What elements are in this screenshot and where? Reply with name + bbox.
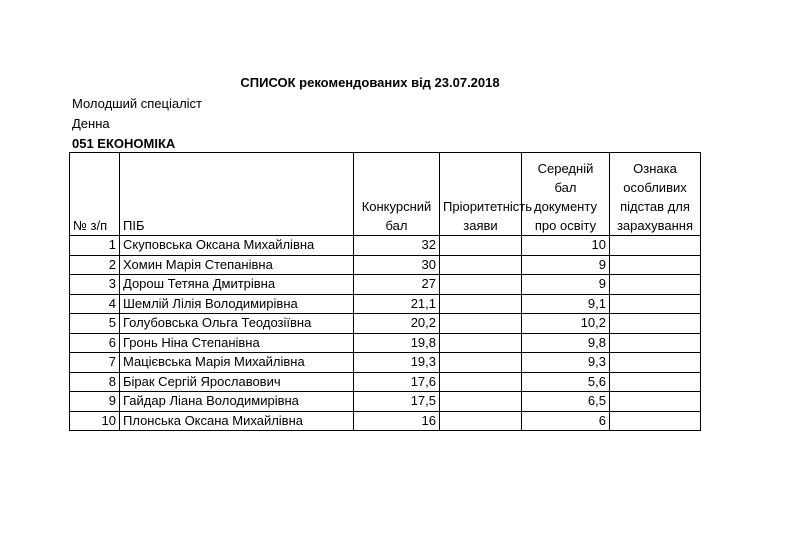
col-header-name: ПІБ bbox=[120, 153, 354, 236]
row-score: 16 bbox=[354, 411, 440, 431]
row-priority bbox=[440, 353, 522, 373]
row-num: 2 bbox=[70, 255, 120, 275]
row-name: Бірак Сергій Ярославович bbox=[120, 372, 354, 392]
education-level: Молодший спеціаліст bbox=[72, 96, 203, 111]
row-priority bbox=[440, 275, 522, 295]
row-score: 21,1 bbox=[354, 294, 440, 314]
col-header-score: Конкурсний бал bbox=[354, 153, 440, 236]
table-row bbox=[70, 333, 701, 353]
col-header-avg: Середній бал документу про освіту bbox=[522, 153, 610, 236]
col-header-special: Ознака особливих підстав для зарахування bbox=[610, 153, 701, 236]
study-form: Денна bbox=[72, 116, 110, 131]
row-special bbox=[610, 353, 701, 373]
table-body bbox=[70, 236, 701, 431]
row-name: Дорош Тетяна Дмитрівна bbox=[120, 275, 354, 295]
table-row bbox=[70, 392, 701, 412]
row-avg: 6 bbox=[522, 411, 610, 431]
table-header-row bbox=[70, 153, 701, 236]
row-priority bbox=[440, 411, 522, 431]
row-special bbox=[610, 333, 701, 353]
document-title: СПИСОК рекомендованих від 23.07.2018 bbox=[240, 75, 500, 90]
row-name: Хомин Марія Степанівна bbox=[120, 255, 354, 275]
table-row bbox=[70, 314, 701, 334]
row-score: 17,6 bbox=[354, 372, 440, 392]
row-avg: 9 bbox=[522, 275, 610, 295]
table-row bbox=[70, 275, 701, 295]
row-score: 17,5 bbox=[354, 392, 440, 412]
row-priority bbox=[440, 333, 522, 353]
row-score: 20,2 bbox=[354, 314, 440, 334]
row-num: 4 bbox=[70, 294, 120, 314]
row-name: Скуповська Оксана Михайлівна bbox=[120, 236, 354, 256]
row-special bbox=[610, 236, 701, 256]
row-avg: 9 bbox=[522, 255, 610, 275]
row-avg: 9,1 bbox=[522, 294, 610, 314]
row-num: 6 bbox=[70, 333, 120, 353]
row-score: 30 bbox=[354, 255, 440, 275]
row-special bbox=[610, 294, 701, 314]
row-name: Шемлій Лілія Володимирівна bbox=[120, 294, 354, 314]
row-priority bbox=[440, 294, 522, 314]
row-priority bbox=[440, 236, 522, 256]
row-avg: 6,5 bbox=[522, 392, 610, 412]
row-score: 19,3 bbox=[354, 353, 440, 373]
row-score: 32 bbox=[354, 236, 440, 256]
col-header-num: № з/п bbox=[70, 153, 120, 236]
row-special bbox=[610, 255, 701, 275]
row-num: 10 bbox=[70, 411, 120, 431]
recommended-list-table bbox=[69, 152, 701, 431]
row-avg: 9,3 bbox=[522, 353, 610, 373]
specialty-heading: 051 ЕКОНОМІКА bbox=[72, 136, 176, 151]
row-special bbox=[610, 314, 701, 334]
col-header-priority: Пріоритетність заяви bbox=[440, 153, 522, 236]
row-avg: 10,2 bbox=[522, 314, 610, 334]
row-priority bbox=[440, 255, 522, 275]
row-num: 7 bbox=[70, 353, 120, 373]
table-row bbox=[70, 294, 701, 314]
row-num: 1 bbox=[70, 236, 120, 256]
row-special bbox=[610, 392, 701, 412]
row-special bbox=[610, 275, 701, 295]
row-num: 8 bbox=[70, 372, 120, 392]
row-name: Гайдар Ліана Володимирівна bbox=[120, 392, 354, 412]
row-priority bbox=[440, 372, 522, 392]
row-score: 27 bbox=[354, 275, 440, 295]
row-avg: 9,8 bbox=[522, 333, 610, 353]
row-num: 3 bbox=[70, 275, 120, 295]
row-priority bbox=[440, 392, 522, 412]
row-score: 19,8 bbox=[354, 333, 440, 353]
row-special bbox=[610, 372, 701, 392]
row-name: Плонська Оксана Михайлівна bbox=[120, 411, 354, 431]
row-priority bbox=[440, 314, 522, 334]
row-special bbox=[610, 411, 701, 431]
table-row bbox=[70, 255, 701, 275]
row-avg: 5,6 bbox=[522, 372, 610, 392]
table-row bbox=[70, 236, 701, 256]
table-row bbox=[70, 372, 701, 392]
table-row bbox=[70, 411, 701, 431]
row-name: Гронь Ніна Степанівна bbox=[120, 333, 354, 353]
row-num: 9 bbox=[70, 392, 120, 412]
row-num: 5 bbox=[70, 314, 120, 334]
row-avg: 10 bbox=[522, 236, 610, 256]
row-name: Мацієвська Марія Михайлівна bbox=[120, 353, 354, 373]
table-row bbox=[70, 353, 701, 373]
row-name: Голубовська Ольга Теодозіївна bbox=[120, 314, 354, 334]
